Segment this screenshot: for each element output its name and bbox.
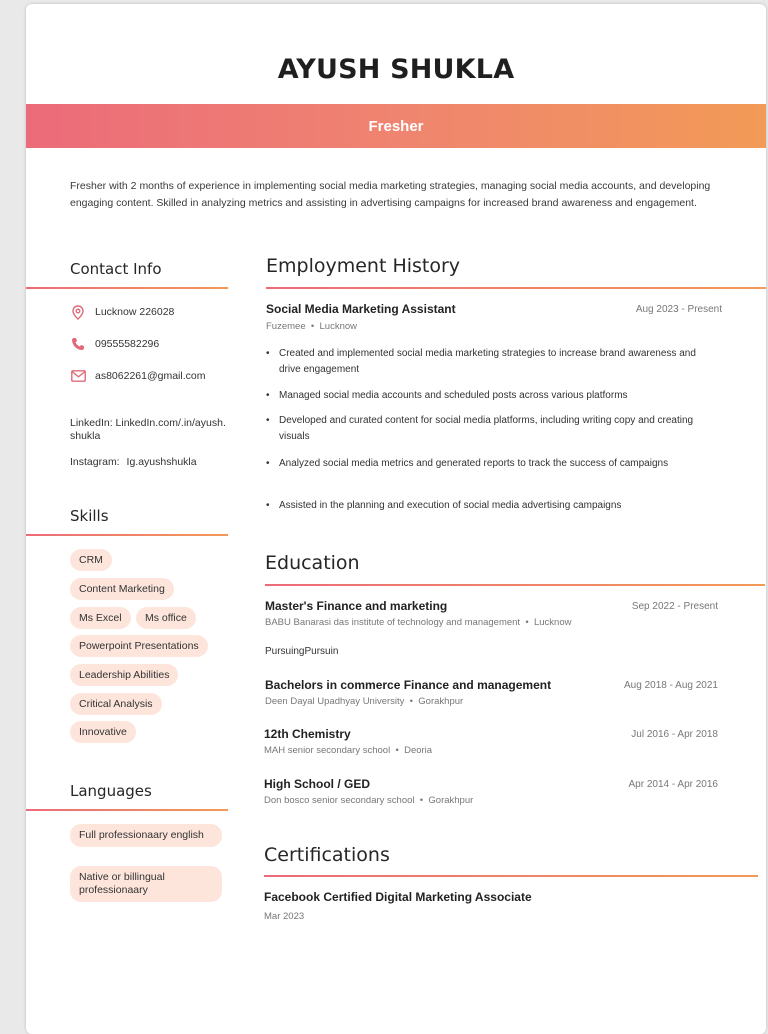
contact-location — [70, 304, 174, 320]
education-dates: Aug 2018 - Aug 2021 — [624, 680, 718, 691]
education-location: Deoria — [404, 745, 433, 756]
job-dates: Aug 2023 - Present — [635, 304, 722, 315]
separator-dot: • — [417, 795, 426, 806]
instagram-entry[interactable] — [70, 456, 197, 469]
employment-heading: Employment History — [266, 255, 461, 277]
education-heading: Education — [265, 552, 360, 574]
contact-phone[interactable] — [70, 336, 159, 352]
education-school-line — [265, 696, 463, 707]
education-location: Gorakhpur — [428, 795, 474, 806]
job-company: Fuzemee — [266, 321, 306, 332]
instagram-label: Instagram: — [70, 456, 120, 468]
instagram-value[interactable]: Ig.ayushshukla — [126, 456, 197, 468]
education-school: BABU Banarasi das institute of technology and management — [265, 617, 521, 628]
certification-name: Facebook Certified Digital Marketing Associate — [264, 890, 532, 904]
skill-pill: CRM — [70, 549, 112, 571]
education-school-line — [265, 617, 571, 628]
contact-info-rule — [26, 287, 228, 289]
linkedin-value[interactable]: LinkedIn.com/.in/ayush.shukla — [70, 417, 226, 442]
phone-text[interactable]: 09555582296 — [95, 338, 160, 350]
job-bullet: • Managed social media accounts and scheduled posts across various platforms — [266, 388, 716, 404]
education-degree: Master's Finance and marketing — [265, 599, 448, 613]
certifications-heading: Certifications — [264, 844, 390, 866]
skill-pill: Content Marketing — [70, 578, 174, 600]
job-bullet: • Assisted in the planning and execution of social media advertising campaigns — [266, 498, 716, 514]
job-company-line — [266, 321, 357, 332]
language-pill: Full professionaary english — [70, 824, 222, 847]
skill-pill: Ms Excel — [70, 607, 131, 629]
separator-dot: • — [308, 321, 317, 332]
role-banner — [26, 104, 766, 148]
resume-page — [26, 4, 766, 1034]
education-dates: Sep 2022 - Present — [631, 601, 718, 612]
skill-pill: Ms office — [136, 607, 196, 629]
location-pin-icon — [70, 304, 86, 320]
education-degree: Bachelors in commerce Finance and management — [265, 678, 552, 692]
job-bullet: • Developed and curated content for social media platforms, including writing copy and creating visuals — [266, 413, 716, 445]
language-pill: Native or billingual professionaary — [70, 866, 222, 902]
job-location: Lucknow — [319, 321, 357, 332]
education-school: MAH senior secondary school — [264, 745, 391, 756]
skill-pill: Critical Analysis — [70, 693, 162, 715]
job-title: Social Media Marketing Assistant — [266, 302, 456, 316]
education-rule — [265, 584, 765, 586]
education-school: Deen Dayal Upadhyay University — [265, 696, 405, 707]
location-text: Lucknow 226028 — [95, 306, 175, 318]
skills-rule — [26, 534, 228, 536]
skill-pill: Leadership Abilities — [70, 664, 178, 686]
skills-heading: Skills — [70, 507, 109, 525]
education-degree: High School / GED — [264, 777, 371, 791]
role-label: Fresher — [368, 117, 424, 135]
profile-summary: Fresher with 2 months of experience in implementing social media marketing strategies, managing social media accounts, and developing engaging content. Skilled in analyzing metrics and assisting in advertising campaigns for increased brand awareness and engagement. — [70, 180, 711, 209]
certifications-rule — [264, 875, 758, 877]
skill-pill: Powerpoint Presentations — [70, 635, 208, 657]
separator-dot: • — [392, 745, 402, 756]
certification-date: Mar 2023 — [264, 911, 305, 922]
separator-dot: • — [407, 696, 416, 707]
education-location: Gorakhpur — [418, 696, 464, 707]
mail-icon — [70, 368, 86, 384]
phone-icon — [70, 336, 86, 352]
linkedin-entry[interactable] — [70, 417, 230, 443]
languages-rule — [26, 809, 228, 811]
contact-info-heading: Contact Info — [70, 260, 162, 278]
education-school-line — [264, 745, 432, 756]
education-location: Lucknow — [533, 617, 572, 628]
linkedin-label: LinkedIn: — [70, 417, 113, 429]
candidate-name: AYUSH SHUKLA — [277, 54, 515, 85]
languages-heading: Languages — [70, 782, 152, 800]
skill-pill: Innovative — [70, 721, 136, 743]
education-degree: 12th Chemistry — [264, 727, 351, 741]
education-note: PursuingPursuin — [265, 646, 339, 657]
job-bullet: • Analyzed social media metrics and generated reports to track the success of campaigns — [266, 456, 716, 472]
employment-rule — [266, 287, 766, 289]
education-school-line — [264, 795, 473, 806]
education-school: Don bosco senior secondary school — [264, 795, 415, 806]
contact-email[interactable] — [70, 368, 205, 384]
job-bullet: • Created and implemented social media marketing strategies to increase brand awareness and drive engagement — [266, 346, 716, 378]
education-dates: Apr 2014 - Apr 2016 — [628, 779, 718, 790]
education-dates: Jul 2016 - Apr 2018 — [631, 729, 718, 740]
separator-dot: • — [522, 617, 532, 628]
email-text[interactable]: as8062261@gmail.com — [95, 370, 206, 382]
